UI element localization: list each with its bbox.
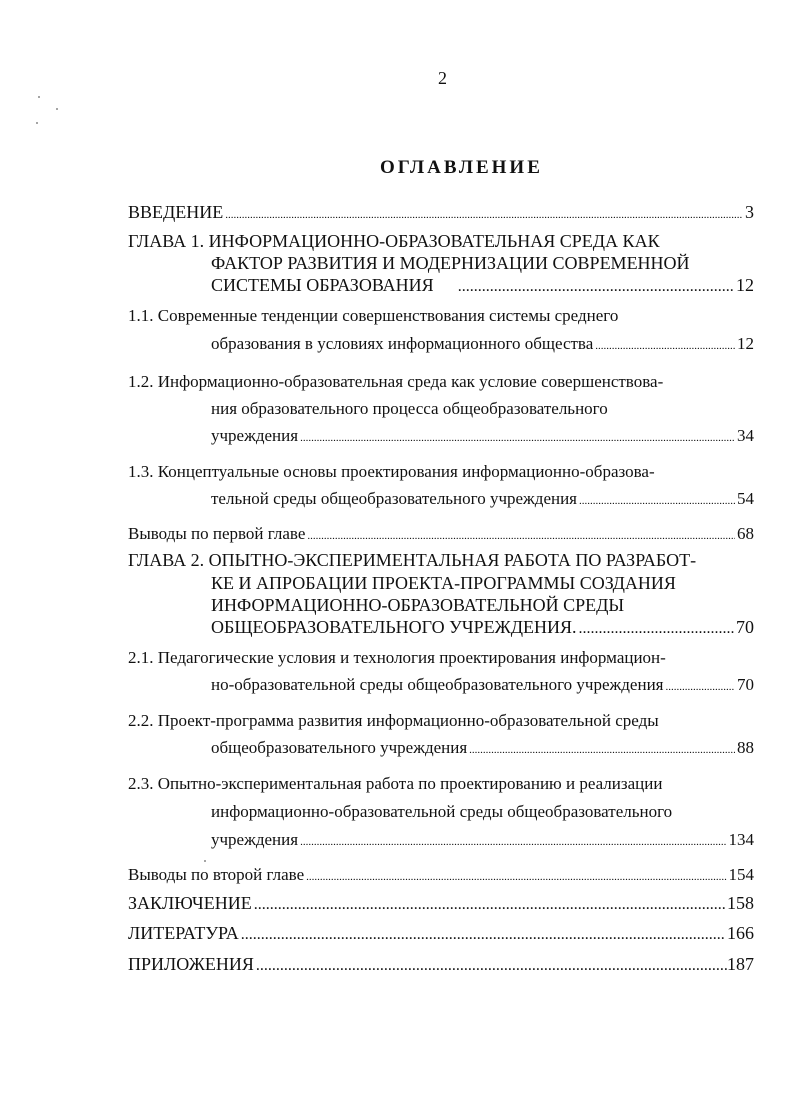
dot-leader <box>458 276 734 297</box>
dot-leader <box>300 428 735 449</box>
toc-section-1-2-line-2[interactable]: ния образовательного процесса общеобразовательного <box>211 399 608 418</box>
toc-section-2-1-line-1[interactable]: 2.1. Педагогические условия и технология проектирования информацион- <box>128 648 666 667</box>
toc-entry-section-2-1[interactable] <box>211 674 754 698</box>
toc-page-number: 88 <box>737 738 754 757</box>
scan-speck <box>204 860 206 862</box>
toc-entry-appendices[interactable] <box>128 954 754 976</box>
toc-entry-text: СИСТЕМЫ ОБРАЗОВАНИЯ <box>211 275 434 295</box>
toc-page-number: 70 <box>737 675 754 694</box>
toc-page-number: 154 <box>728 865 754 884</box>
dot-leader <box>254 894 725 915</box>
scan-speck <box>38 96 40 98</box>
toc-page-number: 34 <box>737 426 754 445</box>
toc-entry-text: учреждения <box>211 426 299 445</box>
dot-leader <box>579 618 735 639</box>
toc-page-number: 12 <box>736 275 754 295</box>
dot-leader <box>579 491 735 512</box>
toc-section-2-2-line-1[interactable]: 2.2. Проект-программа развития информационно-образовательной среды <box>128 711 659 730</box>
toc-chapter-2-line-1[interactable]: ГЛАВА 2. ОПЫТНО-ЭКСПЕРИМЕНТАЛЬНАЯ РАБОТА ПО РАЗРАБОТ- <box>128 550 697 570</box>
toc-chapter-1-line-2[interactable]: ФАКТОР РАЗВИТИЯ И МОДЕРНИЗАЦИИ СОВРЕМЕННОЙ <box>211 253 690 273</box>
toc-page-number: 166 <box>727 923 754 943</box>
toc-chapter-2-line-2[interactable]: КЕ И АПРОБАЦИИ ПРОЕКТА-ПРОГРАММЫ СОЗДАНИЯ <box>211 573 676 593</box>
toc-entry-section-2-3[interactable] <box>211 829 754 853</box>
toc-chapter-2-line-3[interactable]: ИНФОРМАЦИОННО-ОБРАЗОВАТЕЛЬНОЙ СРЕДЫ <box>211 595 625 615</box>
toc-page-number: 187 <box>727 954 754 974</box>
toc-entry-chapter-2[interactable] <box>211 617 754 639</box>
toc-entry-text: ПРИЛОЖЕНИЯ <box>128 954 254 974</box>
toc-section-2-3-line-1[interactable]: 2.3. Опытно-экспериментальная работа по проектированию и реализации <box>128 774 663 793</box>
toc-page-number: 70 <box>736 617 754 637</box>
dot-leader <box>225 205 743 226</box>
toc-page-number: 12 <box>737 334 754 353</box>
toc-entry-conclusion[interactable] <box>128 893 754 915</box>
toc-entry-text: ЗАКЛЮЧЕНИЕ <box>128 893 252 913</box>
scan-speck <box>36 122 38 124</box>
toc-entry-section-2-2[interactable] <box>211 737 754 761</box>
toc-entry-text: ОБЩЕОБРАЗОВАТЕЛЬНОГО УЧРЕЖДЕНИЯ. <box>211 617 577 637</box>
toc-section-1-1-line-1[interactable]: 1.1. Современные тенденции совершенствования системы среднего <box>128 306 619 325</box>
toc-page-number: 134 <box>728 830 754 849</box>
toc-section-1-2-line-1[interactable]: 1.2. Информационно-образовательная среда как условие совершенствова- <box>128 372 664 391</box>
toc-entry-introduction[interactable] <box>128 202 754 226</box>
toc-entry-text: Выводы по первой главе <box>128 524 306 543</box>
toc-section-1-3-line-1[interactable]: 1.3. Концептуальные основы проектирования информационно-образова- <box>128 462 655 481</box>
toc-entry-text: учреждения <box>211 830 299 849</box>
dot-leader <box>241 924 725 945</box>
toc-entry-text: образования в условиях информационного общества <box>211 334 594 353</box>
toc-entry-text: общеобразовательного учреждения <box>211 738 468 757</box>
toc-entry-text: но-образовательной среды общеобразовательного учреждения <box>211 675 664 694</box>
toc-page-number: 68 <box>737 524 754 543</box>
toc-entry-text: Выводы по второй главе <box>128 865 305 884</box>
toc-section-2-3-line-2[interactable]: информационно-образовательной среды общеобразовательного <box>211 802 673 821</box>
toc-entry-text: тельной среды общеобразовательного учреждения <box>211 489 578 508</box>
dot-leader <box>469 740 735 761</box>
toc-chapter-1-line-1[interactable]: ГЛАВА 1. ИНФОРМАЦИОННО-ОБРАЗОВАТЕЛЬНАЯ СРЕДА КАК <box>128 231 660 251</box>
dot-leader <box>256 955 727 976</box>
dot-leader <box>595 336 735 357</box>
toc-entry-section-1-2[interactable] <box>211 425 754 449</box>
toc-entry-text: ВВЕДЕНИЕ <box>128 202 224 222</box>
toc-entry-section-1-1[interactable] <box>211 333 754 357</box>
toc-page-number: 54 <box>737 489 754 508</box>
toc-entry-conclusions-2[interactable] <box>128 864 754 888</box>
scan-speck <box>56 108 58 110</box>
toc-entry-conclusions-1[interactable] <box>128 523 754 547</box>
toc-page-number: 3 <box>745 202 754 222</box>
toc-title: ОГЛАВЛЕНИЕ <box>380 157 543 178</box>
toc-entry-text: ЛИТЕРАТУРА <box>128 923 239 943</box>
toc-entry-literature[interactable] <box>128 923 754 945</box>
toc-entry-section-1-3[interactable] <box>211 488 754 512</box>
page-number: 2 <box>438 68 447 88</box>
dot-leader <box>665 677 735 698</box>
toc-page-number: 158 <box>727 893 754 913</box>
dot-leader <box>307 526 735 547</box>
dot-leader <box>306 867 726 888</box>
dot-leader <box>300 832 726 853</box>
toc-entry-chapter-1[interactable] <box>211 275 754 297</box>
